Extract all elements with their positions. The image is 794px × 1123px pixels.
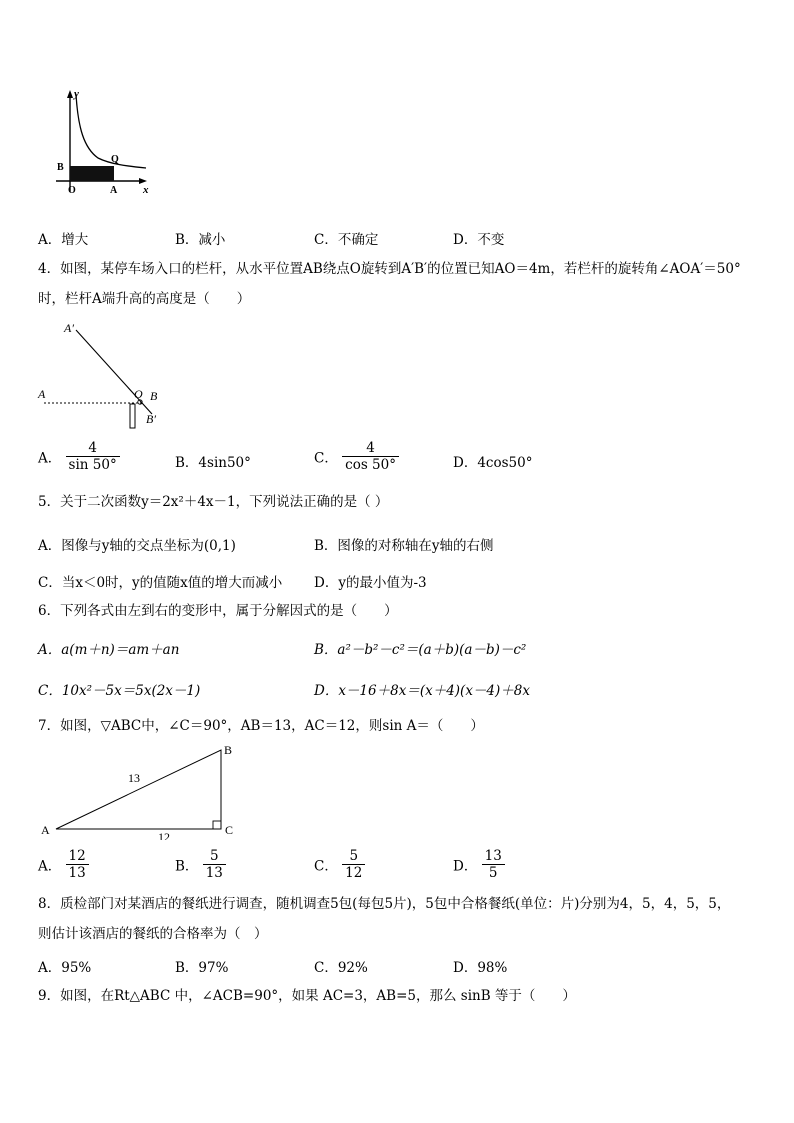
label-O: O xyxy=(134,387,143,401)
q7-option-b: B． $\frac{5}{13}$ xyxy=(175,848,226,881)
label-B: B xyxy=(150,389,158,403)
q7-option-a: A． $\frac{12}{13}$ xyxy=(38,848,89,881)
graph-y-label: y xyxy=(74,88,79,100)
q4-stem-line1: 4．如图，某停车场入口的栏杆，从水平位置AB绕点O旋转到A′B′的位置已知AO＝4m，若栏杆的旋转角∠AOA′＝50° xyxy=(38,261,741,277)
graph-x-label: x xyxy=(143,184,149,196)
q3-option-c: C．不确定 xyxy=(314,232,379,248)
q8-option-c: C．92% xyxy=(314,960,368,976)
q6-option-a: A．a(m＋n)＝am＋an xyxy=(38,642,180,658)
q8-stem-line1: 8．质检部门对某酒店的餐纸进行调查，随机调查5包(每包5片)，5包中合格餐纸(单位：片)分别为4，5，4，5，5， xyxy=(38,896,731,912)
q5-stem: 5．关于二次函数y＝2x²＋4x－1，下列说法正确的是（ ） xyxy=(38,494,389,510)
tri-label-C: C xyxy=(225,823,234,837)
graph-point-A: A xyxy=(110,185,118,196)
q5-option-c: C．当x＜0时，y的值随x值的增大而减小 xyxy=(38,575,283,591)
q6-option-d: D．x－16＋8x＝(x＋4)(x－4)＋8x xyxy=(314,683,530,699)
label-B-prime: B′ xyxy=(146,412,156,426)
q4-option-d: D．4cos50° xyxy=(453,455,533,471)
graph-point-B: B xyxy=(57,162,64,173)
q5-option-b: B．图像的对称轴在y轴的右侧 xyxy=(314,538,494,554)
graph-point-Q: Q xyxy=(111,154,119,165)
q7-option-c: C． $\frac{5}{12}$ xyxy=(314,848,365,881)
q7-option-d: D． $\frac{13}{5}$ xyxy=(453,848,505,881)
tri-label-A: A xyxy=(41,823,50,837)
q3-option-d: D．不变 xyxy=(453,232,505,248)
tri-label-B: B xyxy=(224,743,233,757)
label-A: A xyxy=(38,387,46,401)
q8-option-a: A．95% xyxy=(38,960,92,976)
q8-option-b: B．97% xyxy=(175,960,229,976)
barrier-gate-diagram xyxy=(36,318,176,434)
q4-option-b: B．4sin50° xyxy=(175,455,251,471)
q8-stem-line2: 则估计该酒店的餐纸的合格率为（ ） xyxy=(38,926,268,942)
q7-stem: 7．如图，▽ABC中，∠C＝90°，AB＝13，AC＝12，则sin A＝（ ） xyxy=(38,718,484,734)
tri-label-base: 12 xyxy=(158,830,170,840)
label-A-prime: A′ xyxy=(64,321,74,335)
q8-option-d: D．98% xyxy=(453,960,508,976)
q4-option-a: A． $\frac{4}{\sin 50^\circ}$ xyxy=(38,440,120,473)
q3-option-a: A．增大 xyxy=(38,232,89,248)
q6-stem: 6．下列各式由左到右的变形中，属于分解因式的是（ ） xyxy=(38,603,398,619)
q6-option-b: B．a²－b²－c²＝(a＋b)(a－b)－c² xyxy=(314,642,527,658)
q3-option-b: B．减小 xyxy=(175,232,226,248)
graph-point-O: O xyxy=(68,185,76,196)
q9-stem: 9．如图，在Rt△ABC 中，∠ACB=90°，如果 AC=3，AB=5，那么 sinB 等于（ ） xyxy=(38,988,576,1004)
tri-label-hyp: 13 xyxy=(128,771,140,785)
q6-option-c: C．10x²－5x＝5x(2x－1) xyxy=(38,683,201,699)
q5-option-a: A．图像与y轴的交点坐标为(0,1) xyxy=(38,538,236,554)
q4-stem-line2: 时，栏杆A端升高的高度是（ ） xyxy=(38,291,251,307)
q5-option-d: D．y的最小值为-3 xyxy=(314,575,427,591)
right-triangle-diagram xyxy=(36,740,246,840)
reciprocal-function-graph xyxy=(48,88,158,200)
q4-option-c: C． $\frac{4}{\cos 50^\circ}$ xyxy=(314,440,399,473)
